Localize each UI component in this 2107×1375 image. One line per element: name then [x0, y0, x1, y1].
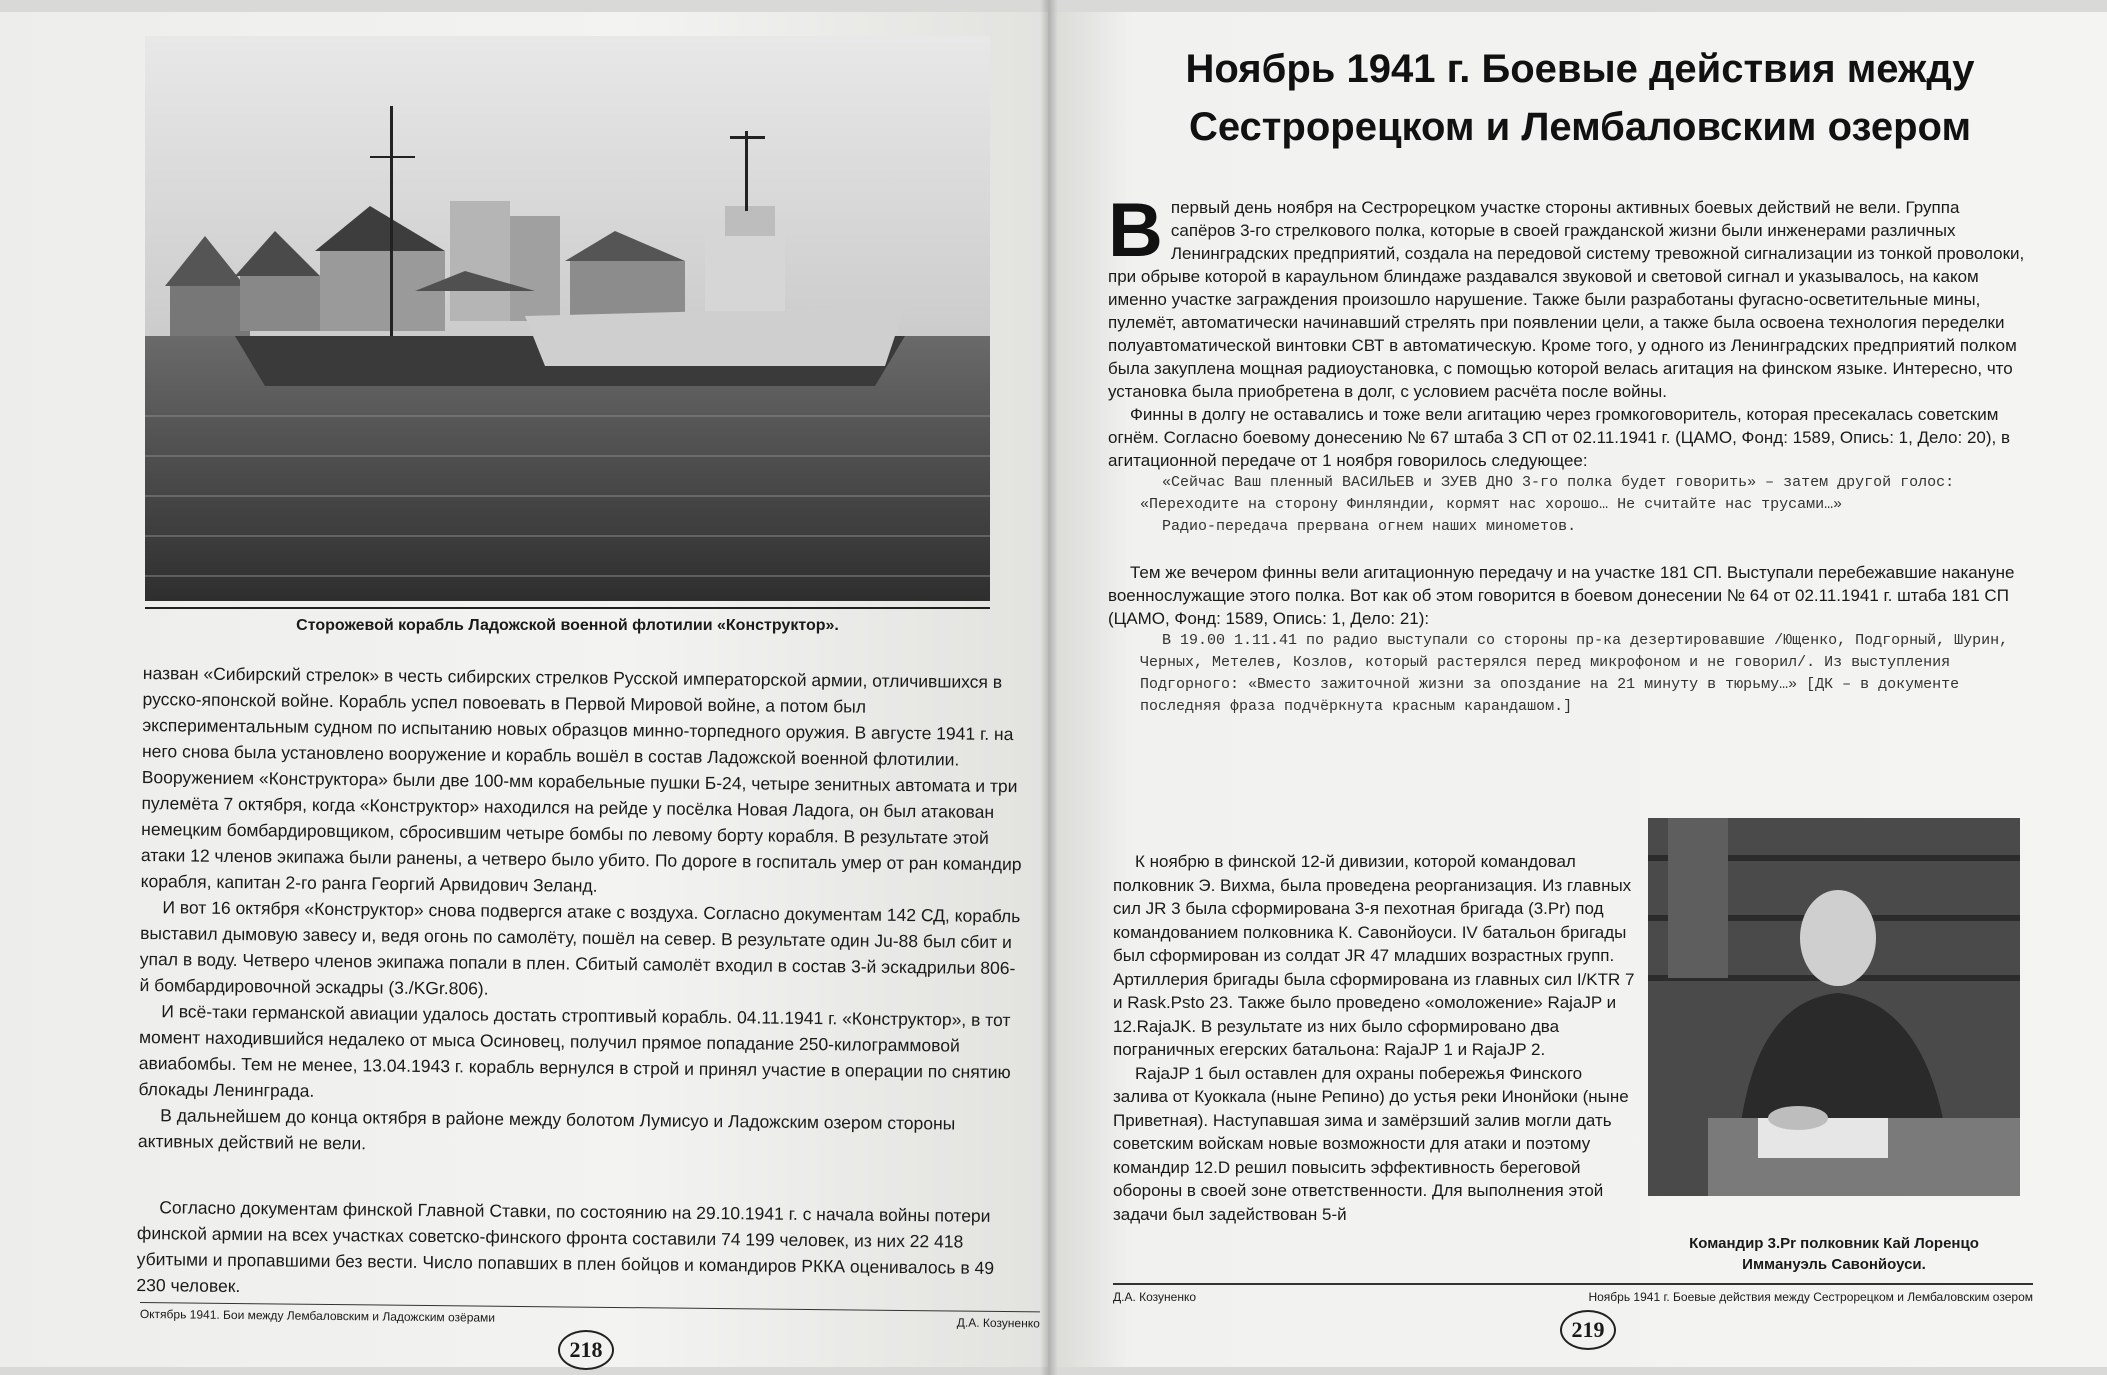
left-body-text — [136, 660, 1028, 1307]
right-lower-text — [1113, 850, 1637, 1226]
left-paragraph: В дальнейшем до конца октября в районе между болотом Лумисуо и Ладожским озером стороны активных действий не вели. — [137, 1105, 956, 1154]
intro-paragraph: Впервый день ноября на Сестрорецком участке стороны активных боевых действий не вели. Группа сапёров 3-го стрелкового полка, которые в своей гражданской жизни были инженерами различных Ленинградских предприятий, создала на передовой систему тревожной сигнализации из тонкой проволоки, при обрыве которой в караульном блиндаже раздавался звуковой и световой сигнал и указывалось, на каком именно участке заграждения произошло нарушение. Также были разработаны фугасно-осветительные мины, пулемёт, автоматически начинавший стрелять при появлении цели, а также была освоена технология переделки полуавтоматической винтовки СВТ в автоматическую. Кроме того, у одного из Ленинградских предприятий полком была закуплена мощная радиоустановка, с помощью которой велась агитация на финском языке. Интересно, что установка была приобретена в долг, с условием расчёта после войны. — [1108, 188, 2025, 401]
right-running-footer — [1113, 1283, 2033, 1304]
drop-cap: В — [1108, 188, 1163, 273]
left-paragraph: Согласно документам финской Главной Ставки, по состоянию на 29.10.1941 г. с начала войны потери финской армии на всех участках советско-финского фронта составили 74 199 человек, из них 22 418 убитыми и пропавшими без вести. Число попавших в плен бойцов и командиров РККА оценивалось в 49 230 человек. — [136, 1197, 995, 1297]
quote-block: «Сейчас Ваш пленный ВАСИЛЬЕВ и ЗУЕВ ДНО 3-го полка будет говорить» – затем другой голос: «Переходите на сторону Финляндии, кормят нас хорошо… Не считайте нас трусами…» — [1140, 474, 1955, 513]
right-footer-author: Д.А. Козуненко — [1113, 1290, 1197, 1304]
ship-photo-caption: Сторожевой корабль Ладожской военной флотилии «Конструктор». — [145, 607, 990, 635]
right-body-text — [1108, 188, 2028, 718]
chapter-title-line2: Сестрорецком и Лембаловским озером — [1188, 105, 1972, 149]
left-footer-author: Д.А. Козуненко — [956, 1315, 1040, 1331]
right-paragraph: Тем же вечером финны вели агитационную передачу и на участке 181 СП. Выступали перебежавшие накануне военнослужащие этого полка. Вот как об этом говорится в боевом донесении № 64 от 02.11.1941 г. штаба 181 СП (ЦАМО, Фонд: 1589, Опись: 1, Дело: 21): — [1108, 563, 2015, 628]
book-gutter — [1040, 0, 1058, 1375]
right-paragraph: RajaJP 1 был оставлен для охраны побережья Финского залива от Куоккала (ныне Репино) до устья реки Инонйоки (ныне Приветная). Наступавшая зима и замёрзший залив могли дать советским войскам новые возможности для атаки и поэтому командир 12.D решил повысить эффективность береговой обороны в своей зоне ответственности. Для выполнения этой задачи был задействован 5-й — [1113, 1063, 1629, 1224]
right-paragraph: Финны в долгу не оставались и тоже вели агитацию через громкоговоритель, которая пресекалась советским огнём. Согласно боевому донесению № 67 штаба 3 СП от 02.11.1941 г. (ЦАМО, Фонд: 1589, Опись: 1, Дело: 20), в агитационной передаче от 1 ноября говорилось следующее: — [1108, 405, 2011, 470]
officer-photo-caption: Командир 3.Pr полковник Кай Лоренцо Иммануэль Савонйоуси. — [1689, 1235, 1979, 1273]
right-page-number: 219 — [1560, 1310, 1616, 1350]
left-paragraph: И вот 16 октября «Конструктор» снова подвергся атаке с воздуха. Согласно документам 142 СД, корабль выставил дымовую завесу и, ведя огонь по самолёту, пошёл на север. В результате один Ju-88 был сбит и упал в воду. Четверо членов экипажа попали в плен. Сбитый самолёт входил в состав 3-й эскадрильи 806-й бомбардировочной эскадры (3./KGr.806). — [139, 897, 1021, 999]
right-footer-title: Ноябрь 1941 г. Боевые действия между Сестрорецком и Лембаловским озером — [1588, 1290, 2033, 1304]
officer-photo — [1648, 818, 2020, 1196]
quote-block: Радио-передача прервана огнем наших минометов. — [1162, 518, 1577, 535]
left-paragraph: назван «Сибирский стрелок» в честь сибирских стрелков Русской императорской армии, отличившихся в русско-японской войне. Корабль успел повоевать в Первой Мировой войне, а потом был экспериментальным судном по испытанию новых образцов минно-торпедного оружия. В августе 1941 г. на него снова была установлено вооружение и корабль вошёл в состав Ладожской военной флотилии. Вооружением «Конструктора» были две 100-мм корабельные пушки Б-24, четыре зенитных автомата и три пулемёта 7 октября, когда «Конструктор» находился на рейде у посёлка Новая Ладога, он был атакован немецким бомбардировщиком, сбросившим четыре бомбы по левому борту корабля. В результате этой атаки 12 членов экипажа были ранены, а четверо было убито. По дороге в госпиталь умер от ран командир корабля, капитан 2-го ранга Георгий Арвидович Зеланд. — [140, 662, 1022, 896]
left-footer-title: Октябрь 1941. Бои между Лембаловским и Ладожским озёрами — [139, 1306, 496, 1325]
left-page-number: 218 — [558, 1330, 614, 1370]
ship-photo — [145, 36, 990, 601]
chapter-title-line1: Ноябрь 1941 г. Боевые действия между — [1185, 47, 1975, 91]
left-paragraph: И всё-таки германской авиации удалось достать строптивый корабль. 04.11.1941 г. «Конструктор», в тот момент находившийся недалеко от мыса Осиновец, получил прямое попадание 250-килограммовой авиабомбы. Тем не менее, 13.04.1943 г. корабль вернулся в строй и принял участие в операции по снятию блокады Ленинграда. — [138, 1001, 1011, 1101]
quote-block: В 19.00 1.11.41 по радио выступали со стороны пр-ка дезертировавшие /Ющенко, Подгорный, Шурин, Черных, Метелев, Козлов, который растерялся перед микрофоном и не говорил/. Из выступления Подгорного: «Вместо зажиточной жизни за опоздание на 21 минуту в тюрьму…» [ДК – в документе последняя фраза подчёркнута красным карандашом.] — [1140, 632, 2009, 715]
chapter-title — [1100, 40, 2060, 156]
right-paragraph: К ноябрю в финской 12-й дивизии, которой командовал полковник Э. Вихма, была проведена реорганизация. Из главных сил JR 3 была сформирована 3-я пехотная бригада (3.Pr) под командованием полковника К. Савонйоуси. IV батальон бригады был сформирован из солдат JR 47 младших возрастных групп. Артиллерия бригады была сформирована из главных сил I/KTR 7 и Rask.Psto 23. Также было проведено «омоложение» RajaJP и 12.RajaJK. В результате из них было сформировано два пограничных егерских батальона: RajaJP 1 и RajaJP 2. — [1113, 852, 1635, 1059]
